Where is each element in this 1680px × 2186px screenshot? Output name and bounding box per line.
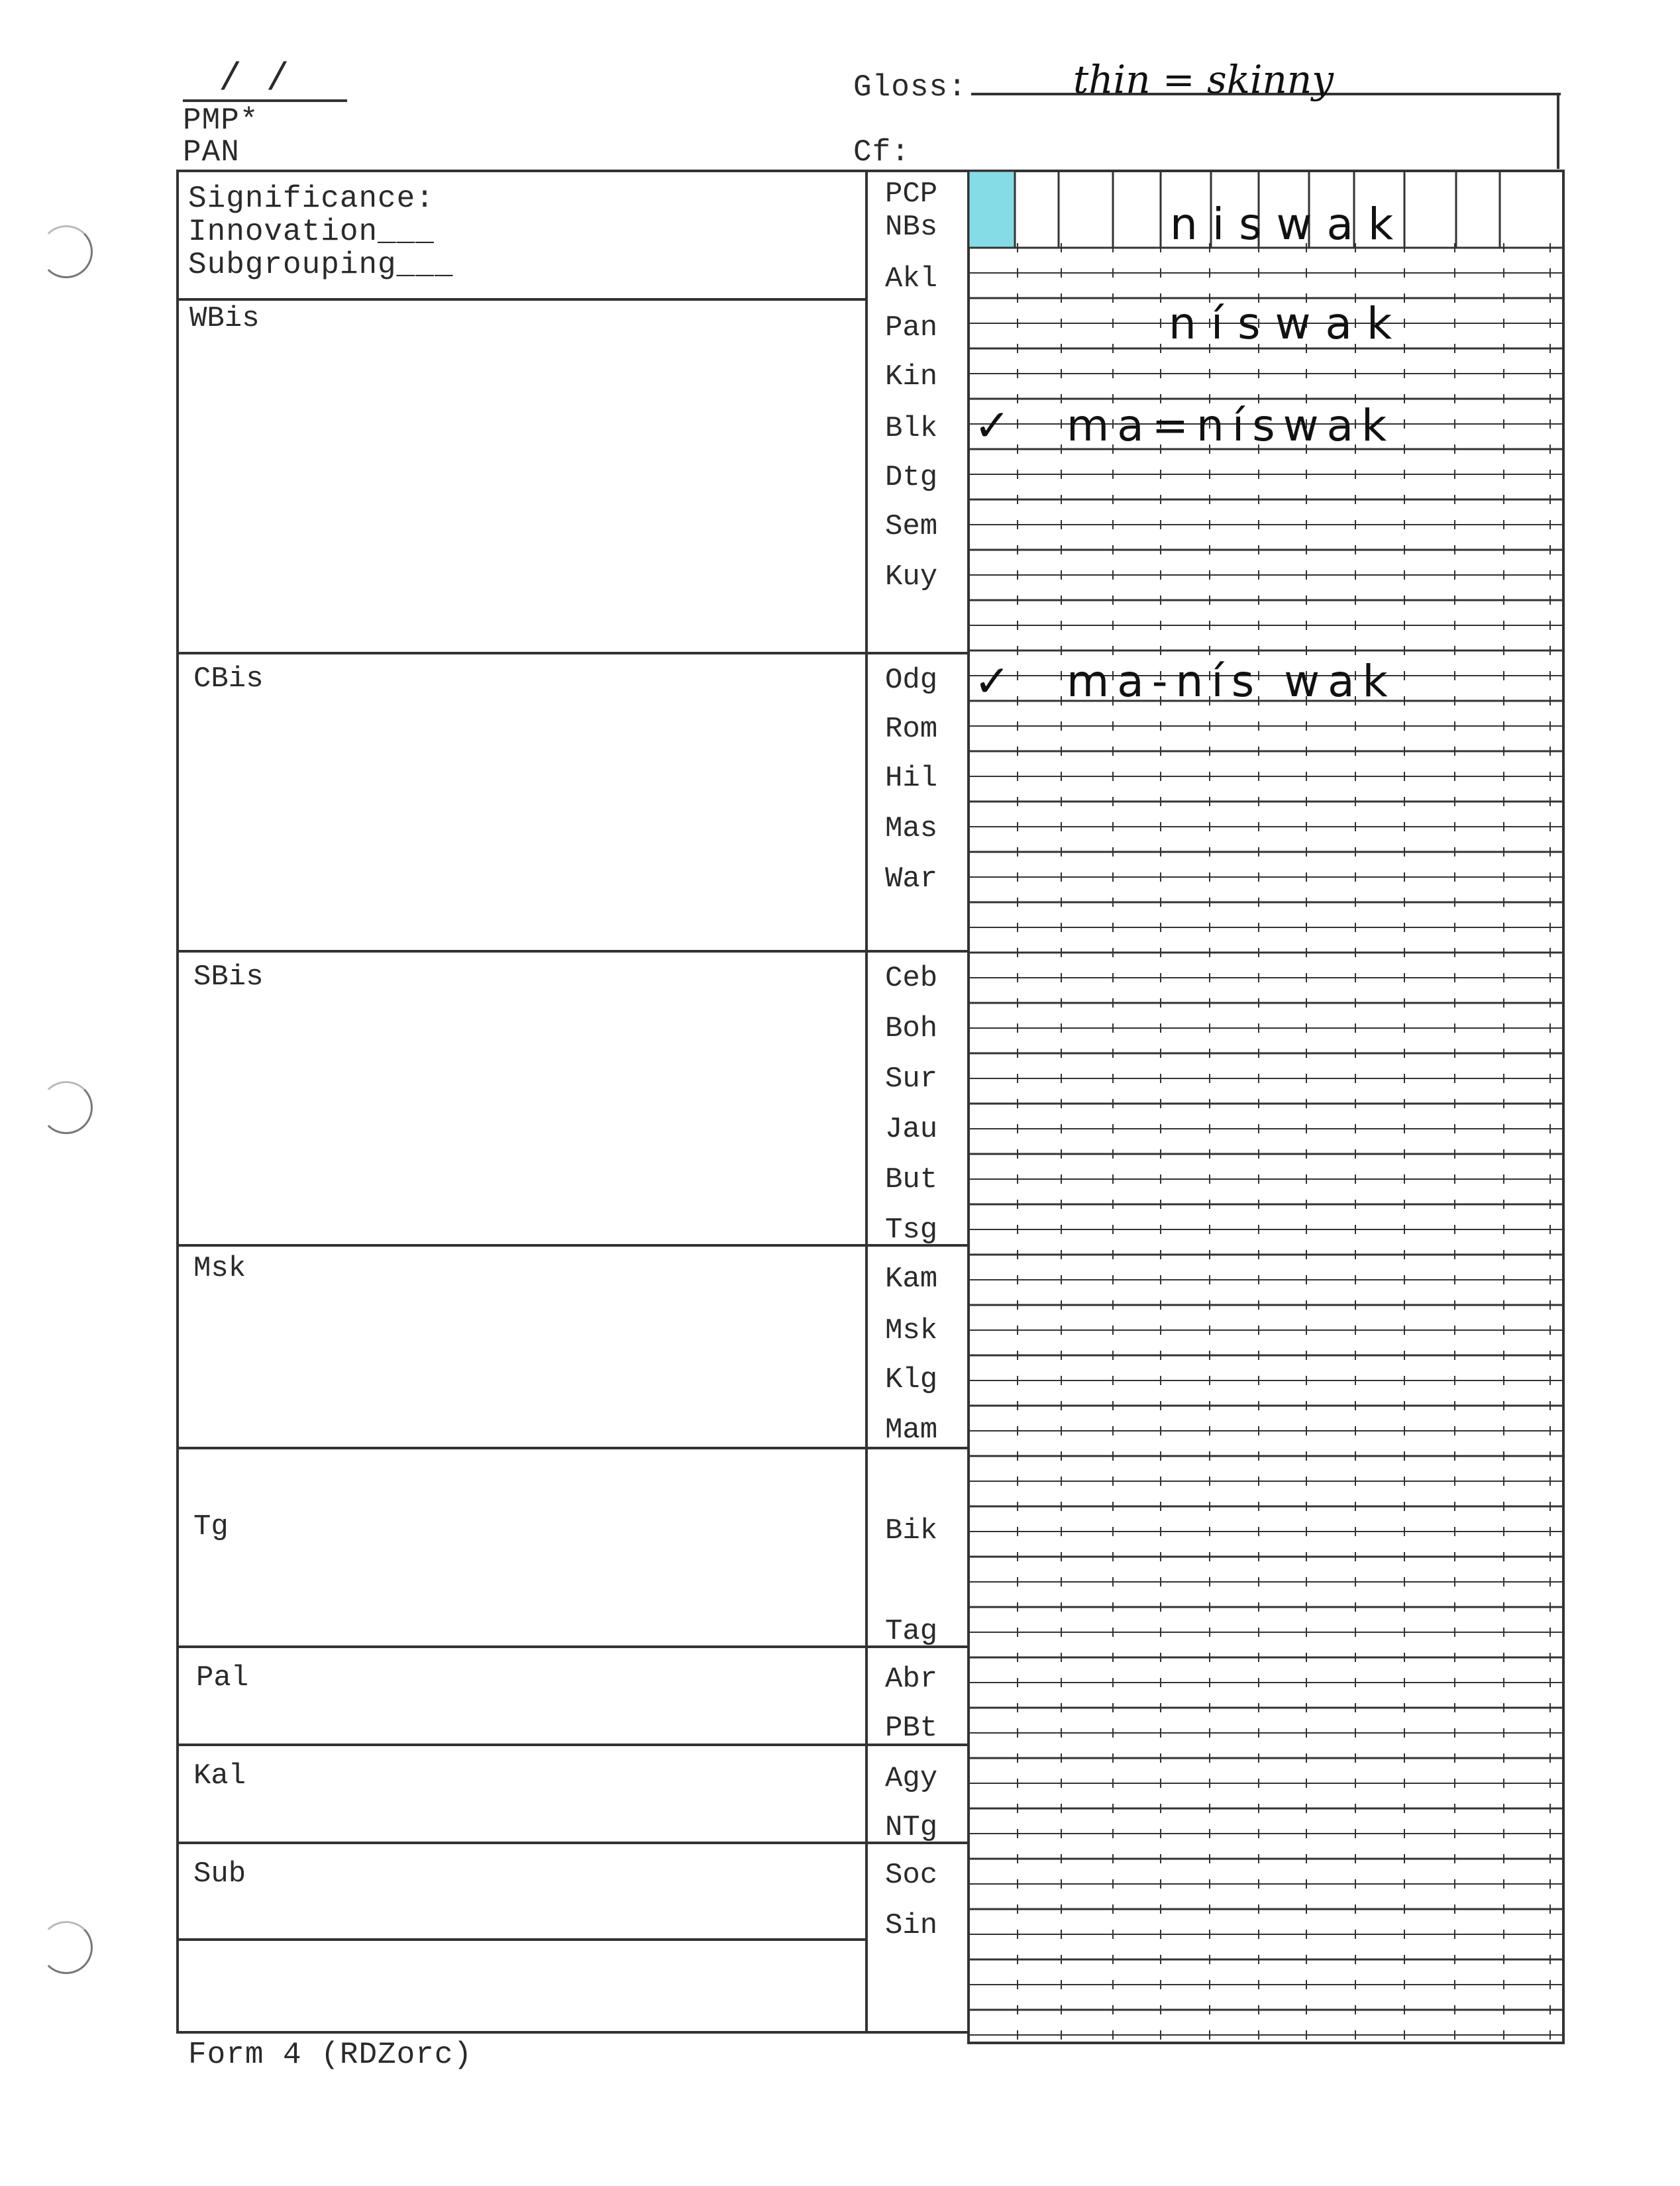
language-code-abr: Abr <box>885 1663 938 1696</box>
language-code-agy: Agy <box>885 1762 938 1795</box>
language-code-kuy: Kuy <box>885 560 938 594</box>
form-footer: Form 4 (RDZorc) <box>188 2038 473 2072</box>
language-code-akl: Akl <box>885 262 938 295</box>
cf-label: Cf: <box>853 135 910 170</box>
entry-nbs: niswak <box>1170 199 1408 250</box>
language-code-hil: Hil <box>885 762 938 795</box>
language-code-sem: Sem <box>885 510 938 543</box>
language-code-rom: Rom <box>885 713 938 746</box>
group-label-tg: Tg <box>193 1510 229 1543</box>
language-code-pbt: PBt <box>885 1712 938 1745</box>
language-code-soc: Soc <box>885 1859 938 1892</box>
language-code-pcp: PCP <box>885 178 938 211</box>
pan-label: PAN <box>183 135 240 170</box>
group-label-kal: Kal <box>193 1759 246 1793</box>
date-marks: / / <box>219 58 290 101</box>
language-code-boh: Boh <box>885 1012 938 1045</box>
language-code-kam: Kam <box>885 1263 938 1296</box>
language-code-war: War <box>885 862 938 896</box>
pmp-label: PMP* <box>183 103 259 138</box>
language-code-odg: Odg <box>885 664 938 697</box>
language-code-klg: Klg <box>885 1363 938 1396</box>
language-code-blk: Blk <box>885 412 938 445</box>
gloss-value: thin = skinny <box>1073 57 1334 102</box>
language-code-nbs: NBs <box>885 211 938 244</box>
innovation-label: Innovation___ <box>188 215 435 249</box>
significance-title: Significance: <box>188 182 435 216</box>
group-label-sub: Sub <box>193 1857 246 1891</box>
group-label-sbis: SBis <box>193 961 264 994</box>
language-code-sin: Sin <box>885 1909 938 1942</box>
language-code-tsg: Tsg <box>885 1214 938 1247</box>
entry-blk-check: ✓ <box>974 400 1011 451</box>
language-code-pan: Pan <box>885 311 938 344</box>
language-code-sur: Sur <box>885 1063 938 1096</box>
entry-odg-check: ✓ <box>974 656 1011 707</box>
group-label-cbis: CBis <box>193 662 264 696</box>
language-code-msk: Msk <box>885 1314 938 1347</box>
language-code-ntg: NTg <box>885 1811 938 1844</box>
language-code-but: But <box>885 1163 938 1196</box>
language-code-bik: Bik <box>885 1514 938 1547</box>
subgrouping-label: Subgrouping___ <box>188 248 454 282</box>
language-code-tag: Tag <box>885 1615 938 1648</box>
group-label-msk: Msk <box>193 1252 246 1285</box>
language-code-mam: Mam <box>885 1414 938 1447</box>
entry-pan: níswak <box>1169 298 1407 349</box>
group-label-pal: Pal <box>196 1661 249 1694</box>
gloss-label: Gloss: <box>853 70 967 105</box>
language-code-mas: Mas <box>885 812 938 845</box>
entry-odg: ma-nís wak <box>1067 656 1396 707</box>
language-code-kin: Kin <box>885 360 938 393</box>
language-code-dtg: Dtg <box>885 461 938 494</box>
language-code-jau: Jau <box>885 1113 938 1146</box>
group-label-wbis: WBis <box>189 302 260 335</box>
entry-blk: ma=níswak <box>1067 400 1395 451</box>
language-code-ceb: Ceb <box>885 962 938 995</box>
